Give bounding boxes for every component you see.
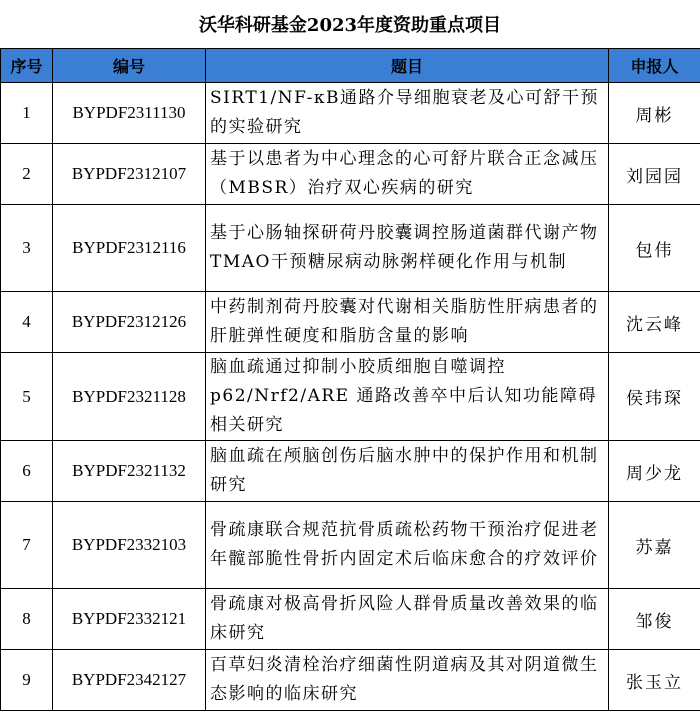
table-row (1, 502, 700, 589)
table-row (1, 353, 700, 441)
row-code: BYPDF2321132 (53, 441, 206, 502)
table-row (1, 292, 700, 353)
header-row (1, 49, 700, 83)
table-row (1, 441, 700, 502)
row-applicant: 周彬 (609, 83, 700, 144)
row-topic: 骨疏康对极高骨折风险人群骨质量改善效果的临床研究 (206, 589, 609, 650)
row-index: 6 (1, 441, 53, 502)
row-applicant: 侯玮琛 (609, 353, 700, 441)
row-topic: 中药制剂荷丹胶囊对代谢相关脂肪性肝病患者的肝脏弹性硬度和脂肪含量的影响 (206, 292, 609, 353)
row-index: 4 (1, 292, 53, 353)
row-topic: 百草妇炎清栓治疗细菌性阴道病及其对阴道微生态影响的临床研究 (206, 650, 609, 711)
row-applicant: 沈云峰 (609, 292, 700, 353)
row-code: BYPDF2312116 (53, 205, 206, 292)
row-index: 9 (1, 650, 53, 711)
row-index: 1 (1, 83, 53, 144)
row-code: BYPDF2312107 (53, 144, 206, 205)
row-applicant: 邹俊 (609, 589, 700, 650)
table-body (1, 83, 700, 711)
row-topic: 脑血疏在颅脑创伤后脑水肿中的保护作用和机制研究 (206, 441, 609, 502)
row-topic: SIRT1/NF-κB通路介导细胞衰老及心可舒干预的实验研究 (206, 83, 609, 144)
row-topic: 基于以患者为中心理念的心可舒片联合正念减压（MBSR）治疗双心疾病的研究 (206, 144, 609, 205)
table-row (1, 650, 700, 711)
row-code: BYPDF2312126 (53, 292, 206, 353)
header-index: 序号 (1, 49, 53, 83)
row-code: BYPDF2321128 (53, 353, 206, 441)
row-code: BYPDF2311130 (53, 83, 206, 144)
table-row (1, 144, 700, 205)
row-index: 2 (1, 144, 53, 205)
row-index: 3 (1, 205, 53, 292)
table-row (1, 205, 700, 292)
row-code: BYPDF2332121 (53, 589, 206, 650)
table-row (1, 83, 700, 144)
row-topic: 脑血疏通过抑制小胶质细胞自噬调控p62/Nrf2/ARE 通路改善卒中后认知功能障碍相关研究 (206, 353, 609, 441)
table-row (1, 589, 700, 650)
row-index: 7 (1, 502, 53, 589)
row-index: 8 (1, 589, 53, 650)
header-applicant: 申报人 (609, 49, 700, 83)
row-applicant: 张玉立 (609, 650, 700, 711)
row-index: 5 (1, 353, 53, 441)
row-applicant: 包伟 (609, 205, 700, 292)
row-applicant: 刘园园 (609, 144, 700, 205)
row-topic: 骨疏康联合规范抗骨质疏松药物干预治疗促进老年髋部脆性骨折内固定术后临床愈合的疗效评价 (206, 502, 609, 589)
header-code: 编号 (53, 49, 206, 83)
row-topic: 基于心肠轴探研荷丹胶囊调控肠道菌群代谢产物TMAO干预糖尿病动脉粥样硬化作用与机制 (206, 205, 609, 292)
header-topic: 题目 (206, 49, 609, 83)
page-title: 沃华科研基金2023年度资助重点项目 (0, 0, 700, 48)
row-applicant: 周少龙 (609, 441, 700, 502)
row-applicant: 苏嘉 (609, 502, 700, 589)
row-code: BYPDF2342127 (53, 650, 206, 711)
projects-table (0, 48, 700, 711)
row-code: BYPDF2332103 (53, 502, 206, 589)
